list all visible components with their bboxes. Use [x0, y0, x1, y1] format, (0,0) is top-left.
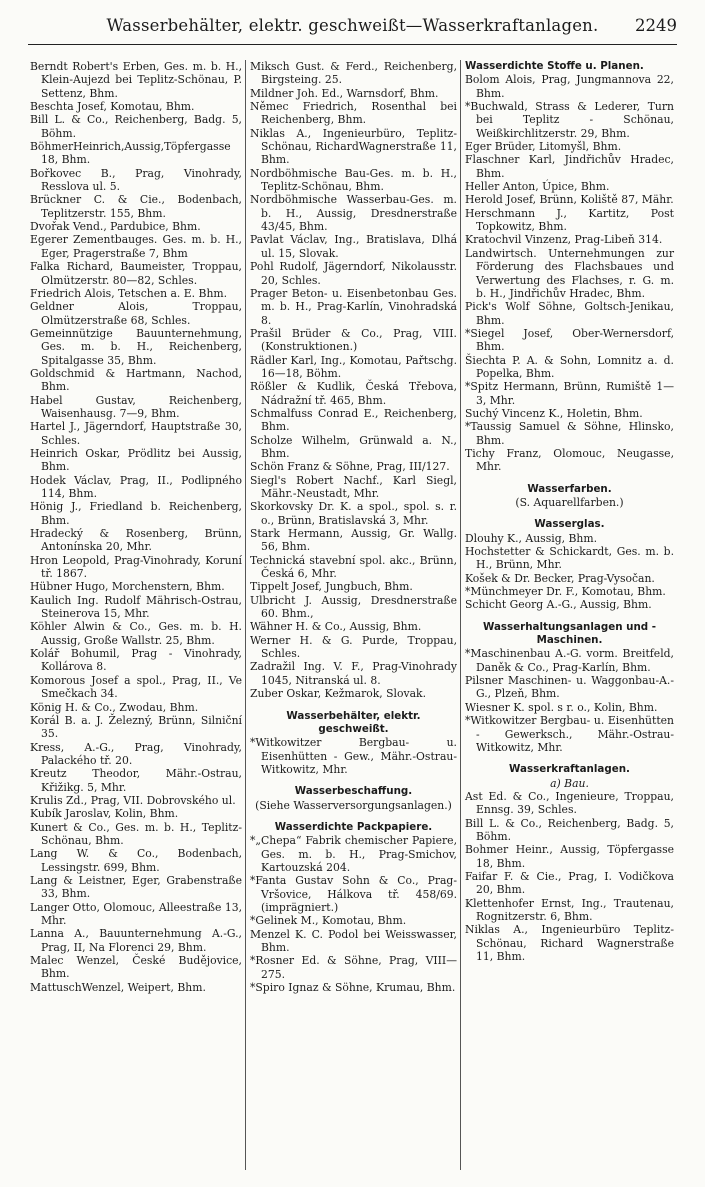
directory-entry: Egerer Zementbauges. Ges. m. b. H., Eger, Pragerstraße 7, Bhm [30, 233, 242, 260]
directory-entry: Schmalfuss Conrad E., Reichenberg, Bhm. [250, 406, 457, 434]
cross-reference-note: (Siehe Wasserversorgungsanlagen.) [255, 798, 452, 812]
directory-entry: Prager Beton- u. Eisenbetonbau Ges. m. b. H., Prag-Karlín, Vinohradská 8. [250, 286, 457, 327]
directory-entry: Heinrich Oskar, Prödlitz bei Aussig, Bhm. [30, 446, 242, 474]
section-heading-packpapiere: Wasserdichte Packpapiere. [274, 820, 433, 833]
directory-entry: Köhler Alwin & Co., Ges. m. b. H. Aussig, Große Wallstr. 25, Bhm. [30, 620, 242, 647]
directory-entry: Tichy Franz, Olomouc, Neugasse, Mhr. [465, 446, 674, 474]
entry-list [465, 532, 674, 612]
directory-entry: Stark Hermann, Aussig, Gr. Wallg. 56, Bhm. [250, 527, 457, 554]
directory-entry: Miksch Gust. & Ferd., Reichenberg, Birgsteing. 25. [250, 60, 457, 87]
directory-entry: Zuber Oskar, Kežmarok, Slovak. [250, 687, 427, 701]
directory-columns [28, 60, 677, 1170]
directory-entry: Berndt Robert's Erben, Ges. m. b. H., Klein-Aujezd bei Teplitz-Schönau, P. Settenz, Bhm. [30, 60, 242, 100]
directory-entry: Friedrich Alois, Tetschen a. E. Bhm. [30, 286, 228, 300]
directory-entry: Bořkovec B., Prag, Vinohrady, Resslova ul. 5. [30, 166, 242, 194]
directory-entry: Mildner Joh. Ed., Warnsdorf, Bhm. [250, 86, 439, 100]
directory-entry: Hodek Václav, Prag, II., Podlipného 114, Bhm. [30, 473, 242, 500]
directory-entry: Tippelt Josef, Jungbuch, Bhm. [250, 580, 413, 594]
directory-entry: Zadražil Ing. V. F., Prag-Vinohrady 1045, Nitranská ul. 8. [250, 660, 457, 687]
directory-entry: *Maschinenbau A.-G. vorm. Breitfeld, Daněk & Co., Prag-Karlín, Bhm. [465, 647, 674, 674]
directory-entry: Brückner C. & Cie., Bodenbach, Teplitzerstr. 155, Bhm. [30, 193, 242, 220]
directory-entry: Schicht Georg A.-G., Aussig, Bhm. [465, 598, 652, 612]
directory-entry: Eger Brüder, Litomyšl, Bhm. [465, 140, 622, 154]
directory-entry: Faifar F. & Cie., Prag, I. Vodičkova 20, Bhm. [465, 869, 674, 897]
directory-entry: Heller Anton, Úpice, Bhm. [465, 180, 610, 194]
directory-entry: Werner H. & G. Purde, Troppau, Schles. [250, 633, 457, 661]
cross-reference-note: (S. Aquarellfarben.) [515, 496, 624, 509]
running-title: Wasserbehälter, elektr. geschweißt—Wasserkraftanlagen. [106, 16, 599, 35]
directory-entry: Hradecký & Rosenberg, Brünn, Antonínska 20, Mhr. [30, 527, 242, 554]
entry-list [250, 736, 457, 776]
directory-entry: Skorkovsky Dr. K. a spol., spol. s. r. o., Brünn, Bratislavská 3, Mhr. [250, 500, 457, 527]
directory-entry: Pilsner Maschinen- u. Waggonbau-A.-G., Plzeň, Bhm. [465, 674, 674, 701]
directory-entry: Hönig J., Friedland b. Reichenberg, Bhm. [30, 500, 242, 527]
directory-entry: *Münchmeyer Dr. F., Komotau, Bhm. [465, 585, 666, 599]
directory-entry: Niklas A., Ingenieurbüro, Teplitz-Schönau, RichardWagnerstraße 11, Bhm. [250, 126, 457, 167]
directory-entry: Košek & Dr. Becker, Prag-Vysočan. [465, 571, 655, 585]
directory-entry: Dlouhy K., Aussig, Bhm. [465, 531, 598, 545]
directory-entry: Bill L. & Co., Reichenberg, Badg. 5, Böhm. [465, 816, 674, 843]
directory-entry: MattuschWenzel, Weipert, Bhm. [30, 980, 206, 994]
section-heading-wasserbehaelter: Wasserbehälter, elektr. geschweißt. [286, 709, 421, 735]
page-number: 2249 [635, 16, 677, 35]
entry-list [250, 60, 457, 701]
directory-entry: *Siegel Josef, Ober-Wernersdorf, Bhm. [465, 326, 674, 354]
directory-entry: Lang & Leistner, Eger, Grabenstraße 33, Bhm. [30, 873, 242, 901]
directory-entry: Ast Ed. & Co., Ingenieure, Troppau, Ennsg. 39, Schles. [465, 789, 674, 817]
column-middle [245, 60, 460, 1170]
directory-entry: Menzel K. C. Podol bei Weisswasser, Bhm. [250, 927, 457, 954]
directory-entry: Pohl Rudolf, Jägerndorf, Nikolausstr. 20, Schles. [250, 260, 457, 287]
directory-entry: Ulbricht J. Aussig, Dresdnerstraße 60. Bhm., [250, 593, 457, 621]
directory-entry: Pavlat Václav, Ing., Bratislava, Dlhá ul. 15, Slovak. [250, 233, 457, 260]
directory-entry: Hochstetter & Schickardt, Ges. m. b. H., Brünn, Mhr. [465, 545, 674, 572]
directory-entry: Siegl's Robert Nachf., Karl Siegl, Mähr.-Neustadt, Mhr. [250, 473, 457, 500]
section-heading-wasserglas: Wasserglas. [534, 518, 605, 531]
directory-entry: Pick's Wolf Söhne, Goltsch-Jenikau, Bhm. [465, 300, 674, 327]
directory-entry: Rößler & Kudlik, Česká Třebova, Nádražní tř. 465, Bhm. [250, 380, 457, 407]
directory-entry: Bill L. & Co., Reichenberg, Badg. 5, Böhm. [30, 113, 242, 140]
section-heading-wasserhaltung: Wasserhaltungsanlagen und -Maschinen. [482, 620, 657, 647]
directory-entry: *Buchwald, Strass & Lederer, Turn bei Teplitz - Schönau, Weißkirchlitzerstr. 29, Bhm. [465, 100, 674, 140]
directory-entry: Kress, A.-G., Prag, Vinohrady, Palackého tř. 20. [30, 740, 242, 767]
directory-entry: Bolom Alois, Prag, Jungmannova 22, Bhm. [465, 73, 674, 100]
directory-entry: Scholze Wilhelm, Grünwald a. N., Bhm. [250, 433, 457, 460]
directory-entry: Herold Josef, Brünn, Koliště 87, Mähr. [465, 193, 674, 207]
directory-entry: Lang W. & Co., Bodenbach, Lessingstr. 699, Bhm. [30, 847, 242, 874]
directory-entry: Bohmer Heinr., Aussig, Töpfergasse 18, Bhm. [465, 843, 674, 870]
directory-entry: Hartel J., Jägerndorf, Hauptstraße 30, Schles. [30, 420, 242, 447]
directory-entry: Hübner Hugo, Morchenstern, Bhm. [30, 580, 225, 594]
directory-entry: Korál B. a. J. Železný, Brünn, Silniční 35. [30, 713, 242, 741]
directory-entry: Nordböhmische Bau-Ges. m. b. H., Teplitz-Schönau, Bhm. [250, 166, 457, 194]
directory-entry: Rädler Karl, Ing., Komotau, Pařtschg. 16—18, Böhm. [250, 353, 457, 380]
entry-list [465, 790, 674, 963]
directory-entry: *Spitz Hermann, Brünn, Rumiště 1—3, Mhr. [465, 380, 674, 407]
directory-entry: Kubík Jaroslav, Kolin, Bhm. [30, 807, 179, 821]
directory-entry: Wiesner K. spol. s r. o., Kolin, Bhm. [465, 700, 658, 714]
page-header [28, 14, 677, 45]
column-left [28, 60, 245, 1170]
directory-entry: Němec Friedrich, Rosenthal bei Reichenberg, Bhm. [250, 100, 457, 127]
directory-entry: Prašil Brüder & Co., Prag, VIII. (Konstruktionen.) [250, 326, 457, 354]
entry-list [465, 73, 674, 473]
section-heading-wasserfarben: Wasserfarben. [527, 482, 612, 495]
column-right [460, 60, 677, 1170]
entry-list [465, 647, 674, 754]
directory-entry: Falka Richard, Baumeister, Troppau, Olmützerstr. 80—82, Schles. [30, 260, 242, 287]
entry-list [250, 834, 457, 994]
directory-entry: Komorous Josef a spol., Prag, II., Ve Smečkach 34. [30, 673, 242, 701]
directory-entry: *Fanta Gustav Sohn & Co., Prag-Vršovice, Hálkova tř. 458/69. (imprägniert.) [250, 874, 457, 914]
directory-entry: Landwirtsch. Unternehmungen zur Förderung des Flachsbaues und Verwertung des Flachses, r. G. m. b. H., Jindřichův Hradec, Bhm. [465, 246, 674, 300]
directory-entry: Lanna A., Bauunternehmung A.-G., Prag, II, Na Florenci 29, Bhm. [30, 927, 242, 954]
entry-list [30, 60, 242, 994]
directory-entry: Kolář Bohumil, Prag - Vinohrady, Kollárova 8. [30, 647, 242, 674]
directory-entry: Herschmann J., Kartitz, Post Topkowitz, Bhm. [465, 206, 674, 234]
directory-entry: Kaulich Ing. Rudolf Mährisch-Ostrau, Steinerova 15, Mhr. [30, 593, 242, 621]
directory-entry: *Taussig Samuel & Söhne, Hlinsko, Bhm. [465, 420, 674, 447]
directory-entry: Goldschmid & Hartmann, Nachod, Bhm. [30, 366, 242, 394]
directory-entry: Krulis Zd., Prag, VII. Dobrovského ul. [30, 793, 236, 807]
directory-entry: *Gelinek M., Komotau, Bhm. [250, 914, 407, 928]
directory-entry: *Witkowitzer Bergbau- u. Eisenhütten - Gewerksch., Mähr.-Ostrau-Witkowitz, Mhr. [465, 714, 674, 754]
directory-entry: *„Chepa“ Fabrik chemischer Papiere, Ges. m. b. H., Prag-Smichov, Kartouzská 204. [250, 834, 457, 874]
directory-entry: *Witkowitzer Bergbau- u. Eisenhütten - Gew., Mähr.-Ostrau-Witkowitz, Mhr. [250, 736, 457, 776]
directory-entry: Kreutz Theodor, Mähr.-Ostrau, Křižikg. 5, Mhr. [30, 767, 242, 794]
directory-entry: Dvořak Vend., Pardubice, Bhm. [30, 220, 201, 234]
directory-entry: Wähner H. & Co., Aussig, Bhm. [250, 620, 422, 634]
directory-entry: Klettenhofer Ernst, Ing., Trautenau, Rognitzerstr. 6, Bhm. [465, 896, 674, 923]
directory-entry: Gemeinnützige Bauunternehmung, Ges. m. b. H., Reichenberg, Spitalgasse 35, Bhm. [30, 326, 242, 367]
directory-entry: Šiechta P. A. & Sohn, Lomnitz a. d. Popelka, Bhm. [465, 353, 674, 380]
section-heading-wasserkraft: Wasserkraftanlagen. [509, 763, 630, 776]
directory-entry: Kunert & Co., Ges. m. b. H., Teplitz-Schönau, Bhm. [30, 820, 242, 847]
directory-entry: Technická stavební spol. akc., Brünn, Česká 6, Mhr. [250, 553, 457, 581]
directory-entry: Hron Leopold, Prag-Vinohrady, Koruní tř. 1867. [30, 553, 242, 581]
directory-entry: *Spiro Ignaz & Söhne, Krumau, Bhm. [250, 981, 456, 995]
directory-entry: Malec Wenzel, České Budějovice, Bhm. [30, 954, 242, 981]
directory-entry: Nordböhmische Wasserbau-Ges. m. b. H., Aussig, Dresdnerstraße 43/45, Bhm. [250, 193, 457, 234]
directory-entry: Kratochvil Vinzenz, Prag-Libeň 314. [465, 233, 663, 247]
section-heading-stoffe-planen: Wasserdichte Stoffe u. Planen. [465, 60, 644, 72]
directory-entry: BöhmerHeinrich,Aussig,Töpfergasse 18, Bhm. [30, 140, 231, 167]
directory-entry: Schön Franz & Söhne, Prag, III/127. [250, 460, 450, 474]
directory-entry: Langer Otto, Olomouc, Alleestraße 13, Mhr. [30, 900, 242, 927]
directory-entry: Flaschner Karl, Jindřichův Hradec, Bhm. [465, 153, 674, 180]
directory-entry: *Rosner Ed. & Söhne, Prag, VIII—275. [250, 954, 457, 981]
directory-entry: Niklas A., Ingenieurbüro Teplitz-Schönau, Richard Wagnerstraße 11, Bhm. [465, 923, 674, 963]
subsection-label: a) Bau. [550, 776, 589, 790]
directory-entry: Suchý Vincenz K., Holetin, Bhm. [465, 406, 643, 420]
directory-entry: Habel Gustav, Reichenberg, Waisenhausg. 7—9, Bhm. [30, 393, 242, 420]
directory-entry: Beschta Josef, Komotau, Bhm. [30, 100, 195, 114]
section-heading-wasserbeschaffung: Wasserbeschaffung. [294, 785, 413, 798]
directory-entry: Geldner Alois, Troppau, Olmützerstraße 68, Schles. [30, 300, 242, 327]
directory-entry: König H. & Co., Zwodau, Bhm. [30, 700, 199, 714]
